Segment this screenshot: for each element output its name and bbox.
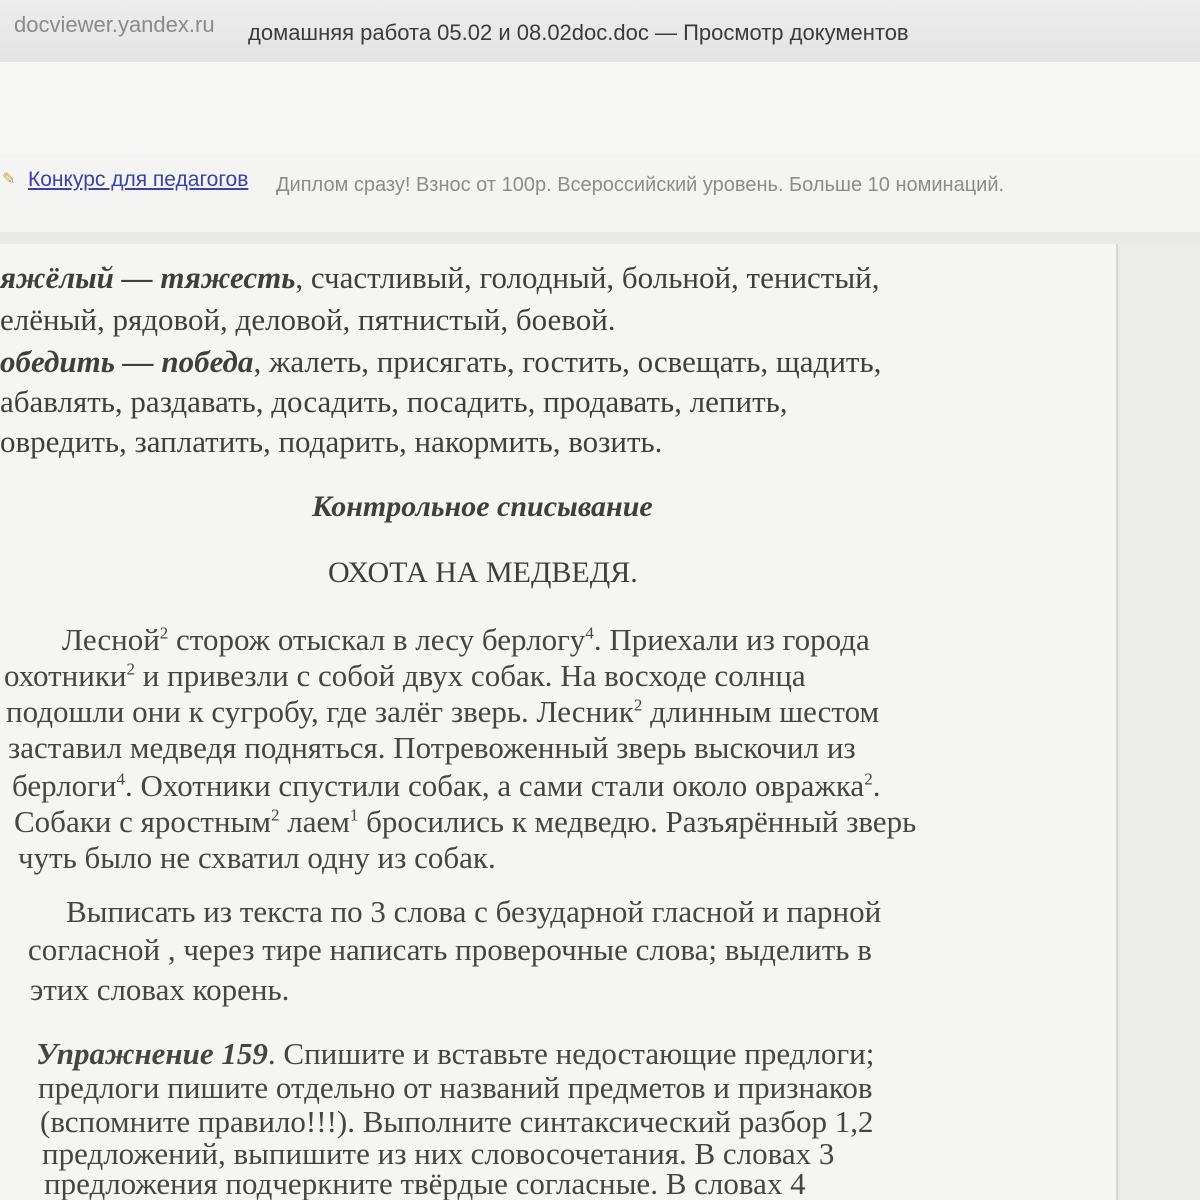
story-line-5 (12, 768, 880, 804)
pencil-icon: ✎ (2, 171, 16, 188)
story-text: . (872, 768, 881, 803)
task-line-3: этих словах корень. (30, 972, 290, 1007)
story-text: берлоги (12, 768, 117, 803)
doc-line-2: елёный, рядовой, деловой, пятнистый, боевой. (0, 302, 616, 337)
story-text: подошли они к сугробу, где залёг зверь. Лесник (6, 694, 634, 729)
ad-banner (0, 154, 1200, 233)
story-text: и привезли с собой двух собак. На восходе солнца (135, 658, 806, 693)
story-text: бросились к медведю. Разъярённый зверь (358, 804, 917, 839)
story-text: сторож отыскал в лесу берлогу (168, 622, 586, 657)
story-text: лаем (279, 804, 350, 839)
task-line-1: Выписать из текста по 3 слова с безударной гласной и парной (66, 894, 882, 929)
story-line-3 (6, 694, 879, 730)
exercise-text: . Спишите и вставьте недостающие предлоги; (267, 1036, 875, 1071)
exercise-line-3: (вспомните правило!!!). Выполните синтаксический разбор 1,2 (40, 1104, 874, 1139)
stress-mark: 4 (116, 769, 125, 789)
exercise-line-1 (36, 1036, 874, 1072)
exercise-line-4: предложений, выпишите из них словосочетания. В словах 3 (42, 1136, 835, 1171)
doc-line-3 (0, 344, 881, 380)
stress-mark: 2 (271, 805, 280, 825)
exercise-line-2: предлоги пишите отдельно от названий предметов и признаков (38, 1070, 873, 1105)
side-panel (1120, 244, 1200, 1200)
doc-line-5: овредить, заплатить, подарить, накормить, возить. (0, 424, 663, 459)
stress-mark: 2 (864, 769, 873, 789)
story-line-4 (8, 730, 856, 766)
ad-text: Диплом сразу! Взнос от 100р. Всероссийский уровень. Больше 10 номинаций. (276, 174, 1005, 196)
window-host: docviewer.yandex.ru (14, 12, 215, 37)
stress-mark: 4 (585, 623, 594, 643)
story-line-2 (4, 658, 806, 694)
doc-line-1-italic: яжёлый — тяжесть (0, 260, 296, 295)
doc-line-1-rest: , счастливый, голодный, больной, тенистый, (295, 260, 880, 295)
story-line-6 (14, 804, 916, 840)
doc-line-3-italic: обедить — победа (0, 344, 254, 379)
story-text: чуть было не схватил одну из собак. (18, 840, 496, 875)
story-text: Лесной (62, 622, 160, 657)
doc-line-3-rest: , жалеть, присягать, гостить, освещать, щадить, (253, 344, 882, 379)
task-line-2: согласной , через тире написать проверочные слова; выделить в (28, 932, 872, 967)
exercise-label: Упражнение 159 (36, 1036, 268, 1071)
story-text: Собаки с яростным (14, 804, 271, 839)
stress-mark: 2 (126, 659, 136, 679)
doc-line-1 (0, 260, 880, 296)
story-text: заставил медведя подняться. Потревоженный зверь выскочил из (8, 730, 856, 765)
text-title: ОХОТА НА МЕДВЕДЯ. (328, 556, 638, 589)
doc-line-4: абавлять, раздавать, досадить, посадить, продавать, лепить, (0, 384, 788, 419)
stress-mark: 2 (633, 695, 643, 715)
story-text: . Приехали из города (593, 622, 870, 657)
ad-link[interactable]: Конкурс для педагогов (28, 168, 249, 191)
stress-mark: 2 (159, 623, 169, 643)
section-title: Контрольное списывание (312, 490, 653, 523)
stress-mark: 1 (349, 805, 359, 825)
story-text: . Охотники спустили собак, а сами стали около овражка (125, 768, 865, 803)
story-text: охотники (4, 658, 127, 693)
toolbar-area (0, 62, 1200, 154)
exercise-line-5: предложения подчеркните твёрдые согласные. В словах 4 (44, 1166, 806, 1200)
window-title: домашняя работа 05.02 и 08.02doc.doc — Просмотр документов (248, 20, 909, 45)
story-line-1 (62, 622, 870, 658)
window-titlebar (0, 0, 1200, 62)
story-text: длинным шестом (642, 694, 880, 729)
story-line-7 (18, 840, 496, 876)
